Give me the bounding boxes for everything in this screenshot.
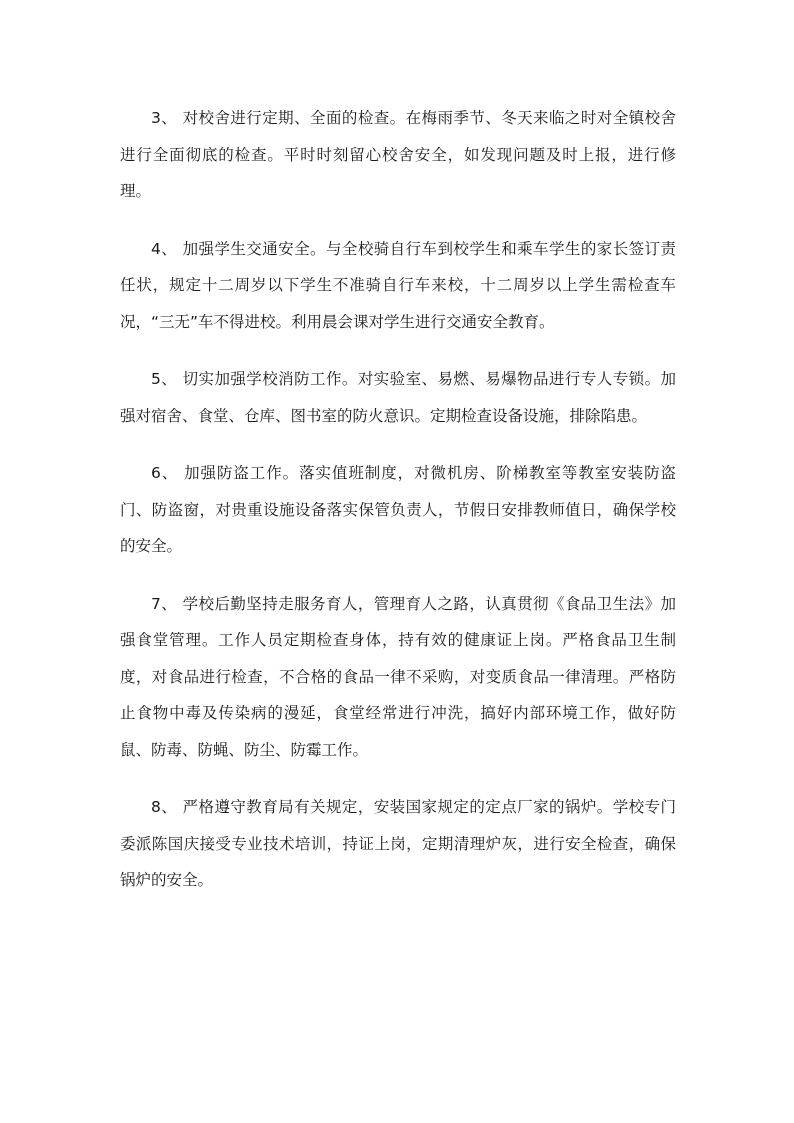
document-body <box>120 100 676 920</box>
paragraph-item-6: 6、 加强防盗工作。落实值班制度，对微机房、阶梯教室等教室安装防盗门、防盗窗，对贵重设施设备落实保管负责人，节假日安排教师值日，确保学校的安全。 <box>120 464 676 555</box>
paragraph-item-4: 4、 加强学生交通安全。与全校骑自行车到校学生和乘车学生的家长签订责任状，规定十二周岁以下学生不准骑自行车来校，十二周岁以上学生需检查车况，“三无”车不得进校。利用晨会课对学生进行交通安全教育。 <box>120 239 676 331</box>
paragraph-item-7: 7、 学校后勤坚持走服务育人，管理育人之路，认真贯彻《食品卫生法》加强食堂管理。工作人员定期检查身体，持有效的健康证上岗。严格食品卫生制度，对食品进行检查，不合格的食品一律不采购，对变质食品一律清理。严格防止食物中毒及传染病的漫延，食堂经常进行冲洗，搞好内部环境工作，做好防鼠、防毒、防蝇、防尘、防霉工作。 <box>120 594 676 759</box>
paragraph-item-8: 8、 严格遵守教育局有关规定，安装国家规定的定点厂家的锅炉。学校专门委派陈国庆接受专业技术培训，持证上岗，定期清理炉灰，进行安全检查，确保锅炉的安全。 <box>120 798 676 889</box>
paragraph-item-5: 5、 切实加强学校消防工作。对实验室、易燃、易爆物品进行专人专锁。加强对宿舍、食堂、仓库、图书室的防火意识。定期检查设备设施，排除陷患。 <box>120 370 676 425</box>
paragraph-item-3: 3、 对校舍进行定期、全面的检查。在梅雨季节、冬天来临之时对全镇校舍进行全面彻底的检查。平时时刻留心校舍安全，如发现问题及时上报，进行修理。 <box>120 109 676 200</box>
